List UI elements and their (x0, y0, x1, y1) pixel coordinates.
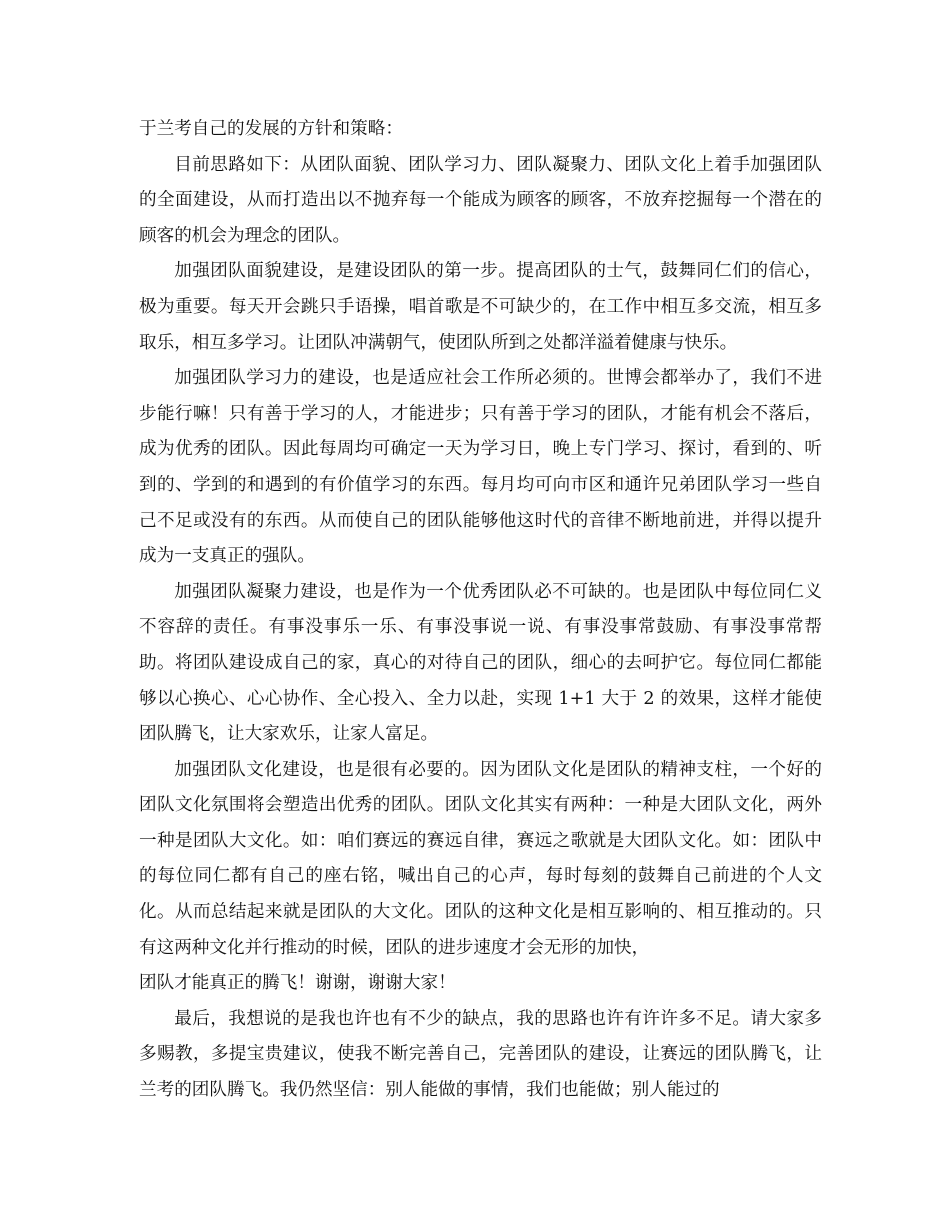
paragraph-culture-closing: 团队才能真正的腾飞！谢谢，谢谢大家！ (139, 973, 456, 994)
paragraph-team-culture: 加强团队文化建设，也是很有必要的。因为团队文化是团队的精神支柱，一个好的团队文化氛围将会塑造出优秀的团队。团队文化其实有两种：一种是大团队文化，两外一种是团队大文化。如：咱们赛远的赛远自律，赛远之歌就是大团队文化。如：团队中的每位同仁都有自己的座右铭，喊出自己的心声，每时每刻的鼓舞自己前进的个人文化。从而总结起来就是团队的大文化。团队的这种文化是相互影响的、相互推动的。只有这两种文化并行推动的时候，团队的进步速度才会无形的加快， (139, 759, 822, 958)
paragraph-conclusion: 最后，我想说的是我也许也有不少的缺点，我的思路也许有许许多不足。请大家多多赐教，多提宝贵建议，使我不断完善自己，完善团队的建设，让赛远的团队腾飞，让兰考的团队腾飞。我仍然坚信：别人能做的事情，我们也能做；别人能过的 (139, 1008, 822, 1101)
paragraph-team-cohesion: 加强团队凝聚力建设，也是作为一个优秀团队必不可缺的。也是团队中每位同仁义不容辞的责任。有事没事乐一乐、有事没事说一说、有事没事常鼓励、有事没事常帮助。将团队建设成自己的家，真心的对待自己的团队，细心的去呵护它。每位同仁都能够以心换心、心心协作、全心投入、全力以赴，实现 1+1 大于 2 的效果，这样才能使团队腾飞，让大家欢乐，让家人富足。 (139, 581, 822, 745)
document-body (139, 112, 822, 1109)
paragraph-team-learning: 加强团队学习力的建设，也是适应社会工作所必须的。世博会都举办了，我们不进步能行嘛！只有善于学习的人，才能进步；只有善于学习的团队，才能有机会不落后，成为优秀的团队。因此每周均可确定一天为学习日，晚上专门学习、探讨，看到的、听到的、学到的和遇到的有价值学习的东西。每月均可向市区和通许兄弟团队学习一些自己不足或没有的东西。从而使自己的团队能够他这时代的音律不断地前进，并得以提升成为一支真正的强队。 (139, 368, 822, 567)
paragraph-team-image: 加强团队面貌建设，是建设团队的第一步。提高团队的士气，鼓舞同仁们的信心，极为重要。每天开会跳只手语操，唱首歌是不可缺少的，在工作中相互多交流，相互多取乐，相互多学习。让团队冲满朝气，使团队所到之处都洋溢着健康与快乐。 (139, 261, 822, 353)
paragraph-approach: 目前思路如下：从团队面貌、团队学习力、团队凝聚力、团队文化上着手加强团队的全面建设，从而打造出以不抛弃每一个能成为顾客的顾客，不放弃挖掘每一个潜在的顾客的机会为理念的团队。 (139, 154, 822, 246)
paragraph-continuation: 于兰考自己的发展的方针和策略： (139, 119, 403, 139)
